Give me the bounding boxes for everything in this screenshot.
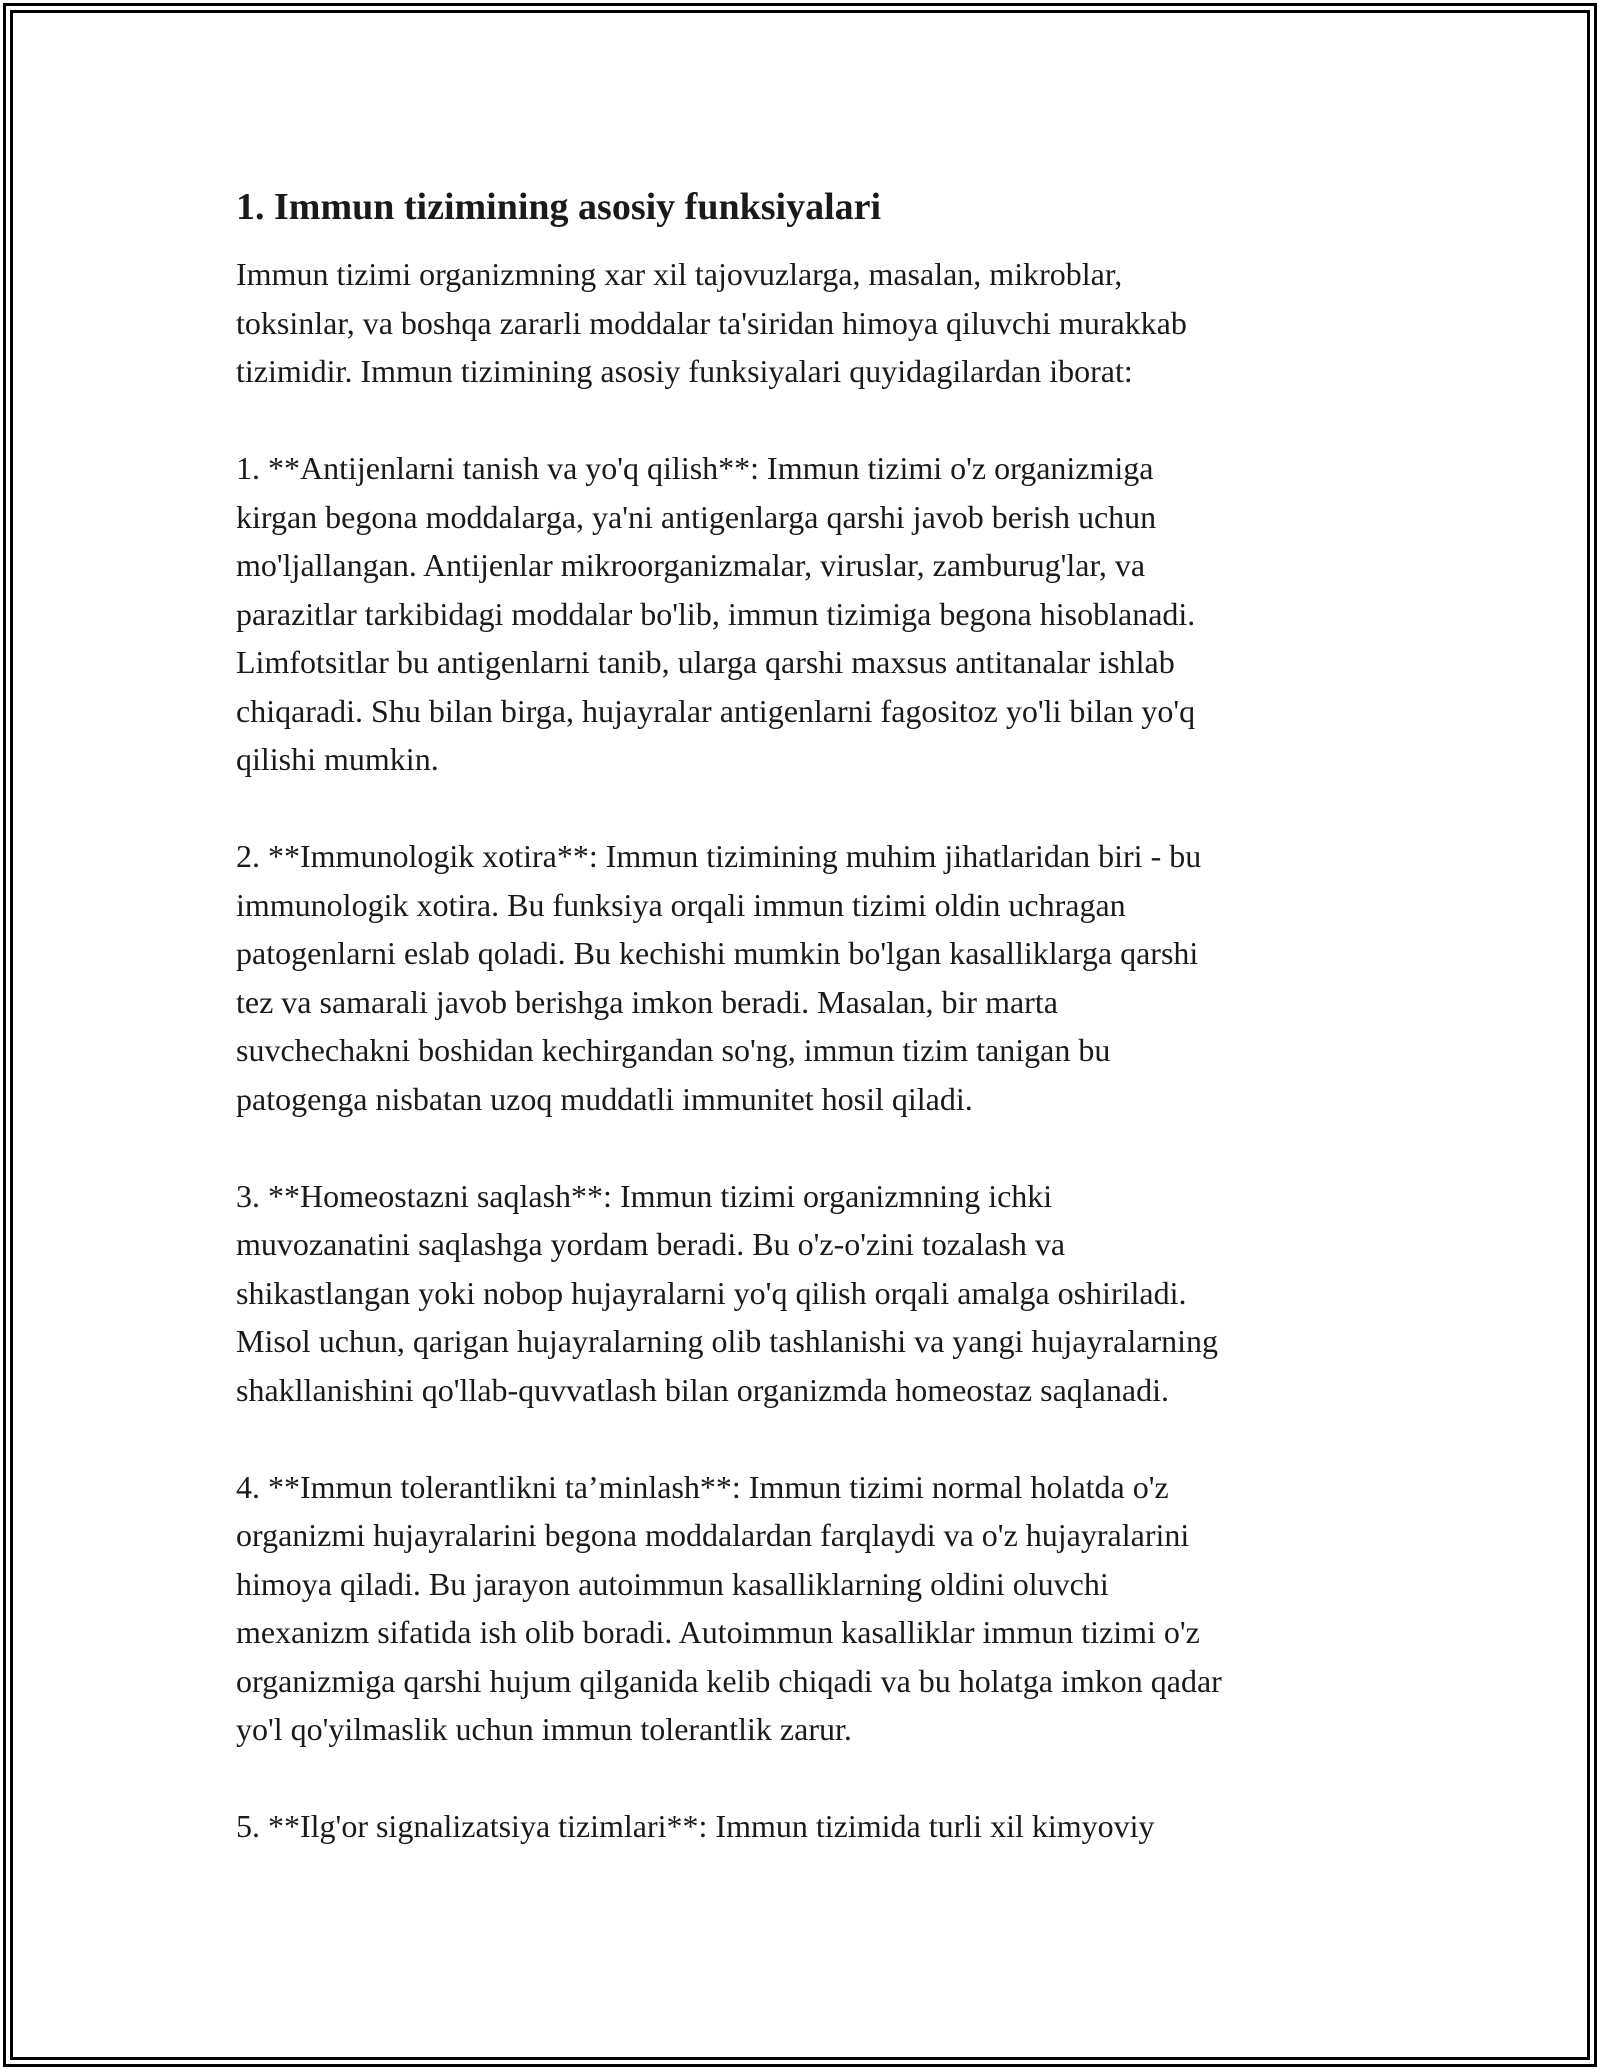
paragraph-immunological-memory: 2. **Immunologik xotira**: Immun tizimining muhim jihatlaridan biri - bu immunologik xotira. Bu funksiya orqali immun tizimi oldin uchragan patogenlarni eslab qoladi. Bu kechishi mumkin bo'lgan kasalliklarga qarshi tez va samarali javob berishga imkon beradi. Masalan, bir marta suvchechakni boshidan kechirgandan so'ng, immun tizim tanigan bu patogenga nisbatan uzoq muddatli immunitet hosil qiladi. xyxy=(236,838,1202,1117)
document-body xyxy=(236,184,1386,1899)
paragraph-signaling-systems: 5. **Ilg'or signalizatsiya tizimlari**: Immun tizimida turli xil kimyoviy xyxy=(236,1808,1155,1844)
intro-paragraph: Immun tizimi organizmning xar xil tajovuzlarga, masalan, mikroblar, toksinlar, va boshqa zararli moddalar ta'siridan himoya qiluvchi murakkab tizimidir. Immun tizimining asosiy funksiyalari quyidagilardan iborat: xyxy=(236,256,1187,389)
paragraph-immune-tolerance: 4. **Immun tolerantlikni ta’minlash**: Immun tizimi normal holatda o'z organizmi hujayralarini begona moddalardan farqlaydi va o'z hujayralarini himoya qiladi. Bu jarayon autoimmun kasalliklarning oldini oluvchi mexanizm sifatida ish olib boradi. Autoimmun kasalliklar immun tizimi o'z organizmiga qarshi hujum qilganida kelib chiqadi va bu holatga imkon qadar yo'l qo'yilmaslik uchun immun tolerantlik zarur. xyxy=(236,1468,1222,1747)
paragraph-antigen-recognition: 1. **Antijenlarni tanish va yo'q qilish**: Immun tizimi o'z organizmiga kirgan begona moddalarga, ya'ni antigenlarga qarshi javob berish uchun mo'ljallangan. Antijenlar mikroorganizmalar, viruslar, zamburug'lar, va parazitlar tarkibidagi moddalar bo'lib, immun tizimiga begona hisoblanadi. Limfotsitlar bu antigenlarni tanib, ularga qarshi maxsus antitanalar ishlab chiqaradi. Shu bilan birga, hujayralar antigenlarni fagositoz yo'li bilan yo'q qilishi mumkin. xyxy=(236,450,1196,777)
document-title: 1. Immun tizimining asosiy funksiyalari xyxy=(236,186,882,228)
paragraph-homeostasis: 3. **Homeostazni saqlash**: Immun tizimi organizmning ichki muvozanatini saqlashga yordam beradi. Bu o'z-o'zini tozalash va shikastlangan yoki nobop hujayralarni yo'q qilish orqali amalga oshiriladi. Misol uchun, qarigan hujayralarning olib tashlanishi va yangi hujayralarning shakllanishini qo'llab-quvvatlash bilan organizmda homeostaz saqlanadi. xyxy=(236,1177,1218,1408)
